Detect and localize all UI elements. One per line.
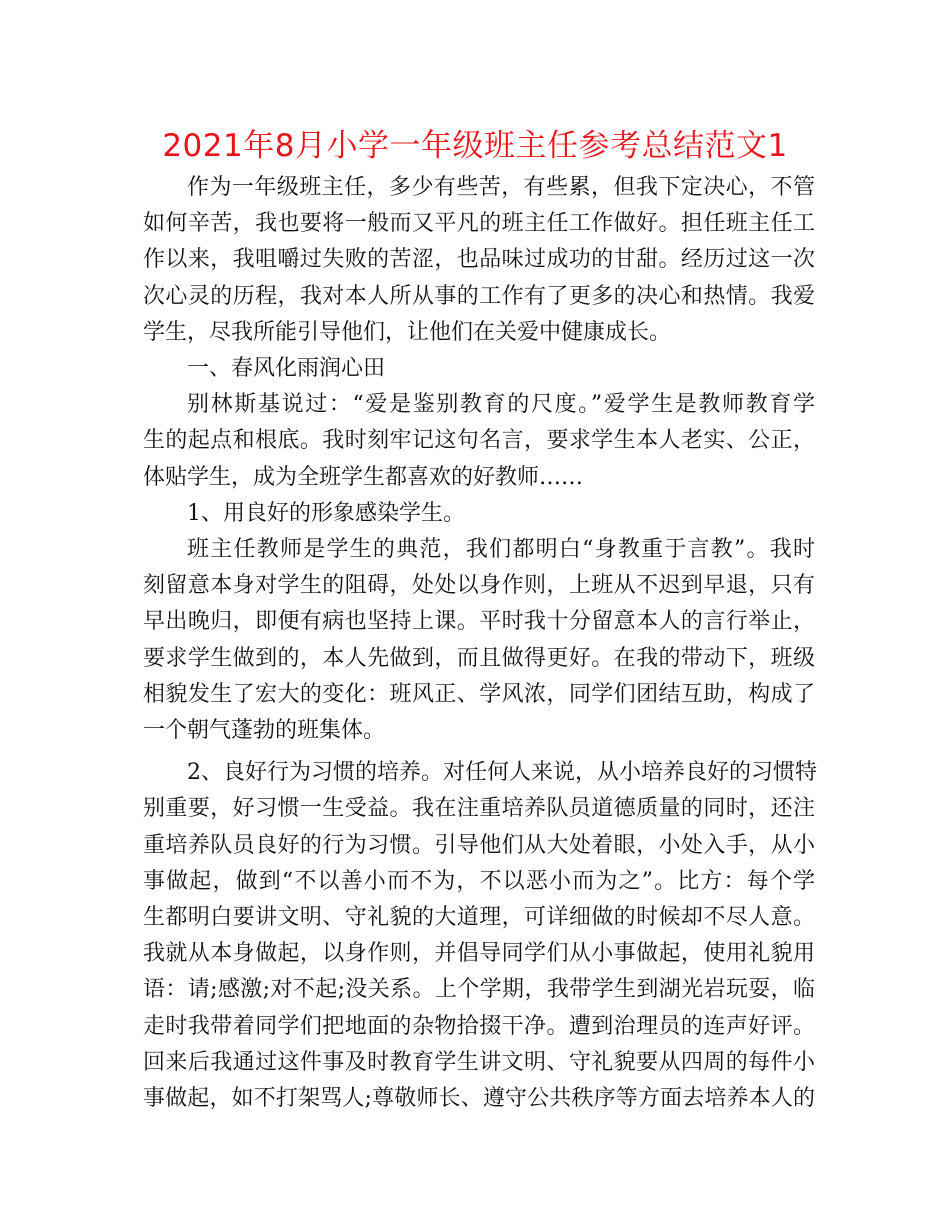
text-line: 相貌发生了宏大的变化：班风正、学风浓，同学们团结互助，构成了 (143, 681, 815, 707)
text-line: 事做起，做到“不以善小而不为，不以恶小而为之”。比方：每个学 (143, 868, 815, 894)
text-line: 2、良好行为习惯的培养。对任何人来说，从小培养良好的习惯特 (187, 760, 817, 786)
text-line: 1、用良好的形象感染学生。 (187, 500, 465, 526)
text-line: 刻留意本身对学生的阻碍，处处以身作则，上班从不迟到早退，只有 (143, 573, 815, 599)
text-line: 别重要，好习惯一生受益。我在注重培养队员道德质量的同时，还注 (143, 796, 815, 822)
text-line: 回来后我通过这件事及时教育学生讲文明、守礼貌要从四周的每件小 (143, 1049, 815, 1075)
subsection-heading (143, 496, 815, 532)
text-line: 要求学生做到的，本人先做到，而且做得更好。在我的带动下，班级 (143, 645, 815, 671)
text-line: 别林斯基说过：“爱是鉴别教育的尺度。”爱学生是教师教育学 (187, 392, 815, 418)
text-line: 体贴学生，成为全班学生都喜欢的好教师…… (143, 464, 584, 490)
text-line: 一、春风化雨润心田 (187, 356, 386, 382)
text-line: 作为一年级班主任，多少有些苦，有些累，但我下定决心，不管 (187, 175, 815, 200)
paragraph-intro (143, 170, 815, 351)
text-line: 班主任教师是学生的典范，我们都明白“身教重于言教”。我时 (187, 537, 815, 563)
text-line: 语：请;感激;对不起;没关系。上个学期，我带学生到湖光岩玩耍，临 (143, 977, 815, 1003)
paragraph-habits (143, 755, 815, 1117)
text-line: 早出晚归，即便有病也坚持上课。平时我十分留意本人的言行举止， (143, 609, 815, 635)
text-line: 一个朝气蓬勃的班集体。 (143, 718, 386, 744)
text-line: 走时我带着同学们把地面的杂物拾掇干净。遭到治理员的连声好评。 (143, 1013, 815, 1039)
text-line: 作以来，我咀嚼过失败的苦涩，也品味过成功的甘甜。经历过这一次 (143, 247, 815, 273)
text-line: 事做起，如不打架骂人;尊敬师长、遵守公共秩序等方面去培养本人的 (143, 1086, 815, 1112)
text-line: 生都明白要讲文明、守礼貌的大道理，可详细做的时候却不尽人意。 (143, 905, 815, 931)
text-line: 生的起点和根底。我时刻牢记这句名言，要求学生本人老实、公正， (143, 428, 815, 454)
paragraph-quote (143, 387, 815, 496)
text-line: 学生，尽我所能引导他们，让他们在关爱中健康成长。 (143, 319, 672, 345)
text-line: 我就从本身做起，以身作则，并倡导同学们从小事做起，使用礼貌用 (143, 941, 815, 967)
paragraph-example (143, 532, 815, 749)
text-line: 次心灵的历程，我对本人所从事的工作有了更多的决心和热情。我爱 (143, 283, 815, 309)
document-body (143, 170, 815, 1117)
text-line: 如何辛苦，我也要将一般而又平凡的班主任工作做好。担任班主任工 (143, 211, 815, 237)
document-title: 2021年8月小学一年级班主任参考总结范文1 (162, 128, 788, 164)
section-heading (143, 351, 815, 387)
text-line: 重培养队员良好的行为习惯。引导他们从大处着眼，小处入手，从小 (143, 832, 815, 858)
